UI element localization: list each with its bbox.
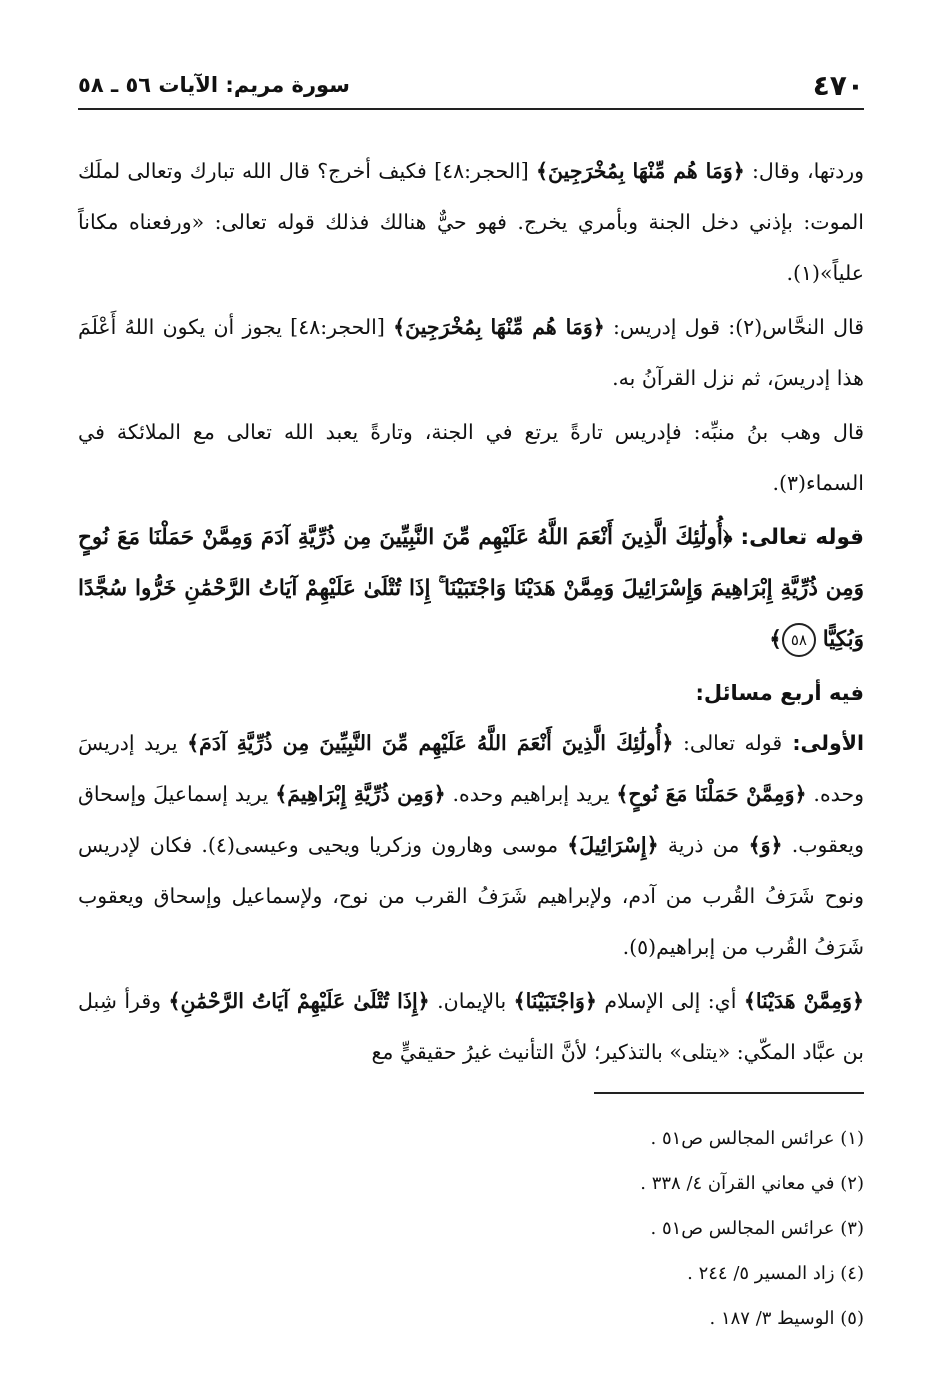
quran-quote: ﴿وَ﴾ [748, 833, 783, 857]
verse-block [78, 512, 864, 665]
footnote: (٥) الوسيط ٣/ ١٨٧ . [709, 1308, 864, 1329]
section-heading: فيه أربع مسائل: [695, 681, 864, 705]
quran-quote: ﴿إِسْرَائِيلَ﴾ [567, 833, 659, 857]
quran-quote: ﴿وَاجْتَبَيْنَا﴾ [513, 989, 597, 1013]
text: [الحجر:٤٨] فكيف أخرج؟ قال الله تبارك وتعالى لملَك الموت: بإذني دخل الجنة وبأمري يخرج. فهو حيٌّ هنالك فذلك قوله تعالى: «ورفعناه مكاناً علياً»(١). [78, 159, 864, 285]
quran-quote: ﴿وَمَا هُم مِّنْهَا بِمُخْرَجِينَ﴾ [393, 315, 605, 339]
verse-lead: قوله تعالى: [732, 525, 864, 550]
running-title: سورة مريم: الآيات ٥٦ ـ ٥٨ [78, 73, 350, 97]
quran-quote: ﴿وَمِمَّنْ حَمَلْنَا مَعَ نُوحٍ﴾ [616, 782, 807, 806]
footnotes [78, 1116, 864, 1341]
issue-label: الأولى: [782, 731, 865, 755]
quran-quote: ﴿أُولَٰئِكَ الَّذِينَ أَنْعَمَ اللَّهُ عَلَيْهِم مِّنَ النَّبِيِّينَ مِن ذُرِّيَّةِ آدَمَ﴾ [187, 731, 674, 755]
paragraph-3: قال وهب بنُ منبِّه: فإدريس تارةً يرتع في الجنة، وتارةً يعبد الله تعالى مع الملائكة في السماء(٣). [78, 420, 864, 495]
closing-bracket: ﴾ [769, 627, 782, 652]
quran-quote: ﴿وَمِن ذُرِّيَّةِ إِبْرَاهِيمَ﴾ [275, 782, 446, 806]
text: وردتها، وقال: [744, 159, 864, 183]
text: وقرأ شِبل بن عبَّاد المكّي: «يتلى» بالتذكير؛ لأنَّ التأنيث غيرُ حقيقيٍّ مع [78, 989, 864, 1064]
quran-quote: ﴿وَمَا هُم مِّنْهَا بِمُخْرَجِينَ﴾ [536, 159, 745, 183]
page-number: ٤٧٠ [812, 68, 864, 102]
page-header [78, 62, 864, 110]
paragraph-6 [78, 976, 864, 1078]
text: من ذرية [658, 833, 749, 857]
text: قوله تعالى: [673, 731, 783, 755]
paragraph-1 [78, 146, 864, 299]
text: يريد إسماعيلَ وإسحاق ويعقوب. [78, 782, 864, 857]
quran-quote: ﴿وَمِمَّنْ هَدَيْنَا﴾ [743, 989, 864, 1013]
text: أي: إلى الإسلام [596, 989, 744, 1013]
footnote: (٢) في معاني القرآن ٤/ ٣٣٨ . [640, 1173, 864, 1194]
footnote-separator [594, 1092, 864, 1094]
paragraph-2 [78, 302, 864, 404]
ayah-number-marker: ٥٨ [782, 623, 816, 657]
footnote: (١) عرائس المجالس ص٥١ . [650, 1128, 864, 1149]
text: يريد إدريسَ وحده. [78, 731, 865, 806]
book-page [78, 62, 864, 1341]
footnote: (٤) زاد المسير ٥/ ٢٤٤ . [687, 1263, 864, 1284]
page-body [78, 146, 864, 1078]
text: قال النحَّاس(٢): قول إدريس: [604, 315, 865, 339]
footnote: (٣) عرائس المجالس ص٥١ . [650, 1218, 864, 1239]
text: بالإيمان. [429, 989, 514, 1013]
paragraph-5 [78, 718, 864, 973]
quran-verse: ﴿أُولَٰئِكَ الَّذِينَ أَنْعَمَ اللَّهُ عَلَيْهِم مِّنَ النَّبِيِّينَ مِن ذُرِّيَّةِ آدَمَ وَمِمَّنْ حَمَلْنَا مَعَ نُوحٍ وَمِن ذُرِّيَّةِ إِبْرَاهِيمَ وَإِسْرَائِيلَ وَمِمَّنْ هَدَيْنَا وَاجْتَبَيْنَا ۚ إِذَا تُتْلَىٰ عَلَيْهِمْ آيَاتُ الرَّحْمَٰنِ خَرُّوا سُجَّدًا وَبُكِيًّا [78, 525, 864, 652]
text: يريد إبراهيم وحده. [445, 782, 617, 806]
quran-quote: ﴿إِذَا تُتْلَىٰ عَلَيْهِمْ آيَاتُ الرَّحْمَٰنِ﴾ [168, 989, 430, 1013]
text: [الحجر:٤٨] يجوز أن يكون اللهُ أَعْلَمَ هذا إدريسَ، ثم نزل القرآنُ به. [78, 315, 864, 390]
text: موسى وهارون وزكريا ويحيى وعيسى(٤). فكان لإدريس ونوح شَرَفُ القُرب من آدم، ولإبراهيم شَرَفُ القرب من نوح، ولإسماعيل وإسحاق ويعقوب شَرَفُ القُرب من إبراهيم(٥). [78, 833, 864, 959]
